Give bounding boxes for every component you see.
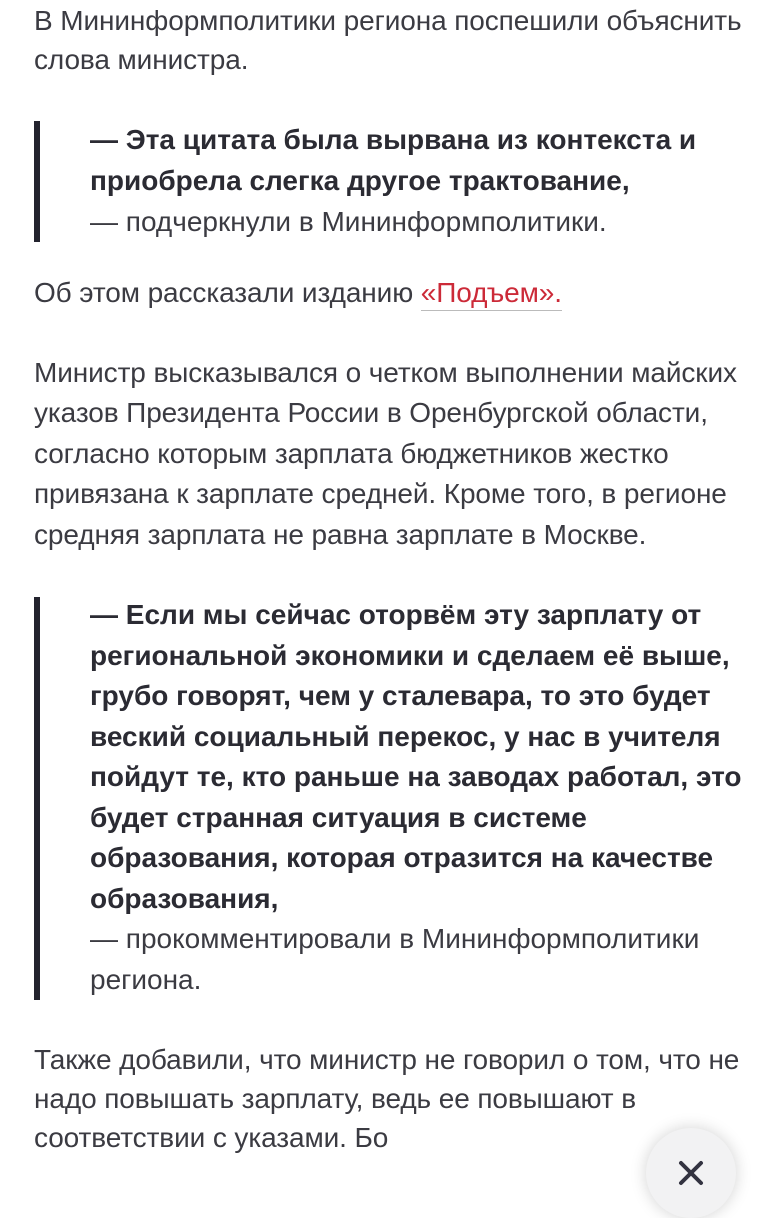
quote-1-attribution: — подчеркнули в Мининформполитики. [90,206,607,237]
quote-bar [34,121,40,242]
quote-1-text: — Эта цитата была вырвана из контекста и приобрела слегка другое трактование, [90,124,697,196]
paragraph-1-text: В Мининформполитики региона поспешили объяснить слова министра. [34,5,742,75]
paragraph-2 [34,274,754,313]
quote-2-text: — Если мы сейчас оторвём эту зарплату от региональной экономики и сделаем её выше, грубо говорят, чем у сталевара, то это будет веский социальный перекос, у нас в учителя пойдут те, кто раньше на заводах работал, это будет странная ситуация в системе образования, которая отразится на качестве образования, [90,599,742,914]
quote-2-attribution: — прокомментировали в Мининформполитики региона. [90,923,700,995]
paragraph-4-text: Также добавили, что министр не говорил о том, что не надо повышать зарплату, ведь ее повышают в соответствии с указами. Бо [34,1044,740,1153]
paragraph-3-text: Министр высказывался о четком выполнении майских указов Президента России в Оренбургской области, согласно которым зарплата бюджетников жестко привязана к зарплате средней. Кроме того, в регионе средняя зарплата не равна зарплате в Москве. [34,356,737,550]
paragraph-1 [34,2,754,79]
podyem-link[interactable]: «Подъем». [421,277,562,311]
article-body [34,0,754,1157]
blockquote-1 [34,119,754,242]
close-button[interactable] [646,1128,736,1218]
blockquote-2 [34,595,754,1000]
quote-bar [34,597,40,1000]
paragraph-3 [34,353,754,556]
close-icon [678,1160,704,1186]
paragraph-2-text: Об этом рассказали изданию [34,277,421,308]
